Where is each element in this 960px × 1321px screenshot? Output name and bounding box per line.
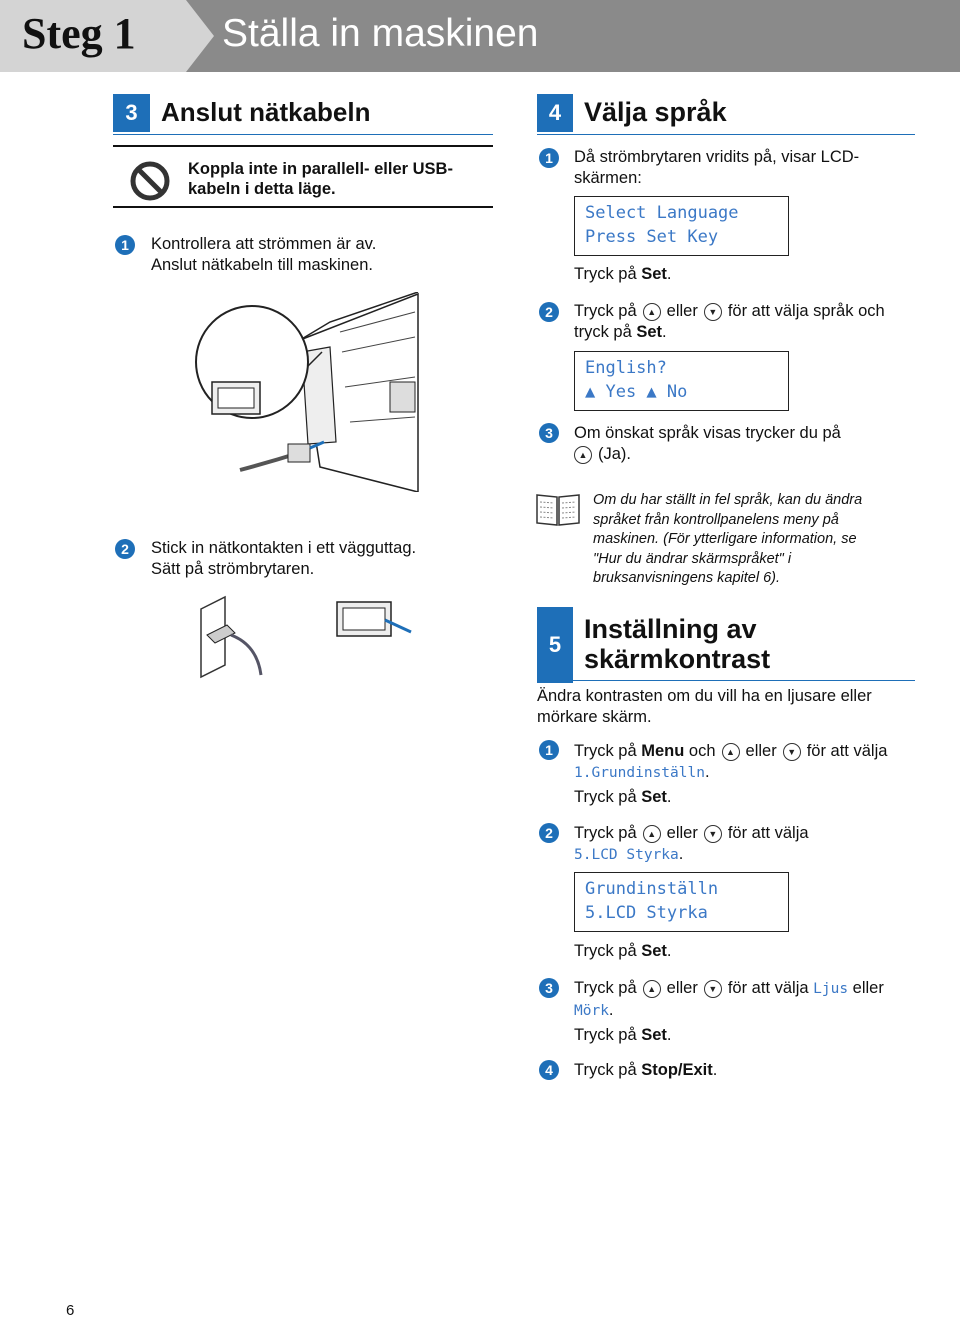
down-arrow-icon: ▼: [704, 825, 722, 843]
section-3-rule: [113, 134, 493, 135]
up-arrow-icon: ▲: [643, 303, 661, 321]
press-set-text: Tryck på Set.: [574, 942, 672, 960]
step-text: Tryck på ▲ eller ▼ för att välja språk och tryck på Set.: [574, 302, 885, 341]
lcd-display: Select Language Press Set Key: [574, 196, 789, 256]
warning-bottom-rule: [113, 206, 493, 208]
section-4-title: Välja språk: [584, 97, 727, 127]
lcd-display: Grundinställn 5.LCD Styrka: [574, 872, 789, 932]
section-5-number: 5: [537, 607, 573, 683]
step-text: Kontrollera att strömmen är av. Anslut nätkabeln till maskinen.: [151, 235, 377, 274]
up-arrow-icon: ▲: [574, 446, 592, 464]
note-book-icon: [535, 493, 581, 532]
lcd-display: English? ▲ Yes ▲ No: [574, 351, 789, 411]
section-5-intro: Ändra kontrasten om du vill ha en ljusare eller mörkare skärm.: [537, 687, 872, 726]
section-4-number: 4: [537, 94, 573, 132]
note-text: Om du har ställt in fel språk, kan du ändra språket från kontrollpanelens meny på maskinen. (För ytterligare information, se "Hur du ändrar skärmspråket" i bruksanvisningens kapitel 6).: [593, 492, 863, 586]
section-3-number: 3: [113, 94, 150, 132]
step-text: Då strömbrytaren vridits på, visar LCD- skärmen:: [574, 148, 860, 187]
warning-top-rule: [113, 145, 493, 147]
section-4-rule: [537, 134, 915, 135]
step-bullet: 1: [539, 148, 559, 168]
step-text: Om önskat språk visas trycker du på ▲ (Ja).: [574, 424, 841, 463]
step-tab-arrow: [186, 0, 214, 72]
section-5-rule: [537, 680, 915, 681]
page-title: Ställa in maskinen: [222, 12, 539, 55]
down-arrow-icon: ▼: [704, 303, 722, 321]
down-arrow-icon: ▼: [704, 980, 722, 998]
section-3-title: Anslut nätkabeln: [161, 97, 371, 127]
up-arrow-icon: ▲: [643, 980, 661, 998]
step-text: Tryck på ▲ eller ▼ för att välja 5.LCD Styrka.: [574, 824, 809, 863]
step-text: Stick in nätkontakten i ett vägguttag. Sätt på strömbrytaren.: [151, 539, 417, 578]
power-switch-on-illustration: [335, 598, 415, 643]
up-arrow-icon: ▲: [643, 825, 661, 843]
warning-text: Koppla inte in parallell- eller USB- kabeln i detta läge.: [188, 160, 453, 198]
step-text: Tryck på Stop/Exit.: [574, 1061, 718, 1079]
section-5-title: Inställning av skärmkontrast: [584, 614, 771, 674]
up-arrow-icon: ▲: [722, 743, 740, 761]
step-bullet: 1: [115, 235, 135, 255]
press-set-text: Tryck på Set.: [574, 265, 672, 283]
step-text: Tryck på ▲ eller ▼ för att välja Ljus eller Mörk. Tryck på Set.: [574, 979, 884, 1044]
step-bullet: 3: [539, 423, 559, 443]
step-text: Tryck på Menu och ▲ eller ▼ för att välja 1.Grundinställn. Tryck på Set.: [574, 742, 888, 806]
machine-power-cable-illustration: [190, 292, 420, 497]
down-arrow-icon: ▼: [783, 743, 801, 761]
step-label: Steg 1: [22, 9, 136, 58]
step-bullet: 4: [539, 1060, 559, 1080]
step-bullet: 2: [539, 302, 559, 322]
step-bullet: 2: [115, 539, 135, 559]
wall-outlet-illustration: [195, 595, 275, 685]
step-bullet: 2: [539, 823, 559, 843]
page-number: 6: [66, 1302, 75, 1319]
step-bullet: 1: [539, 740, 559, 760]
prohibited-icon: [129, 160, 171, 207]
step-bullet: 3: [539, 978, 559, 998]
